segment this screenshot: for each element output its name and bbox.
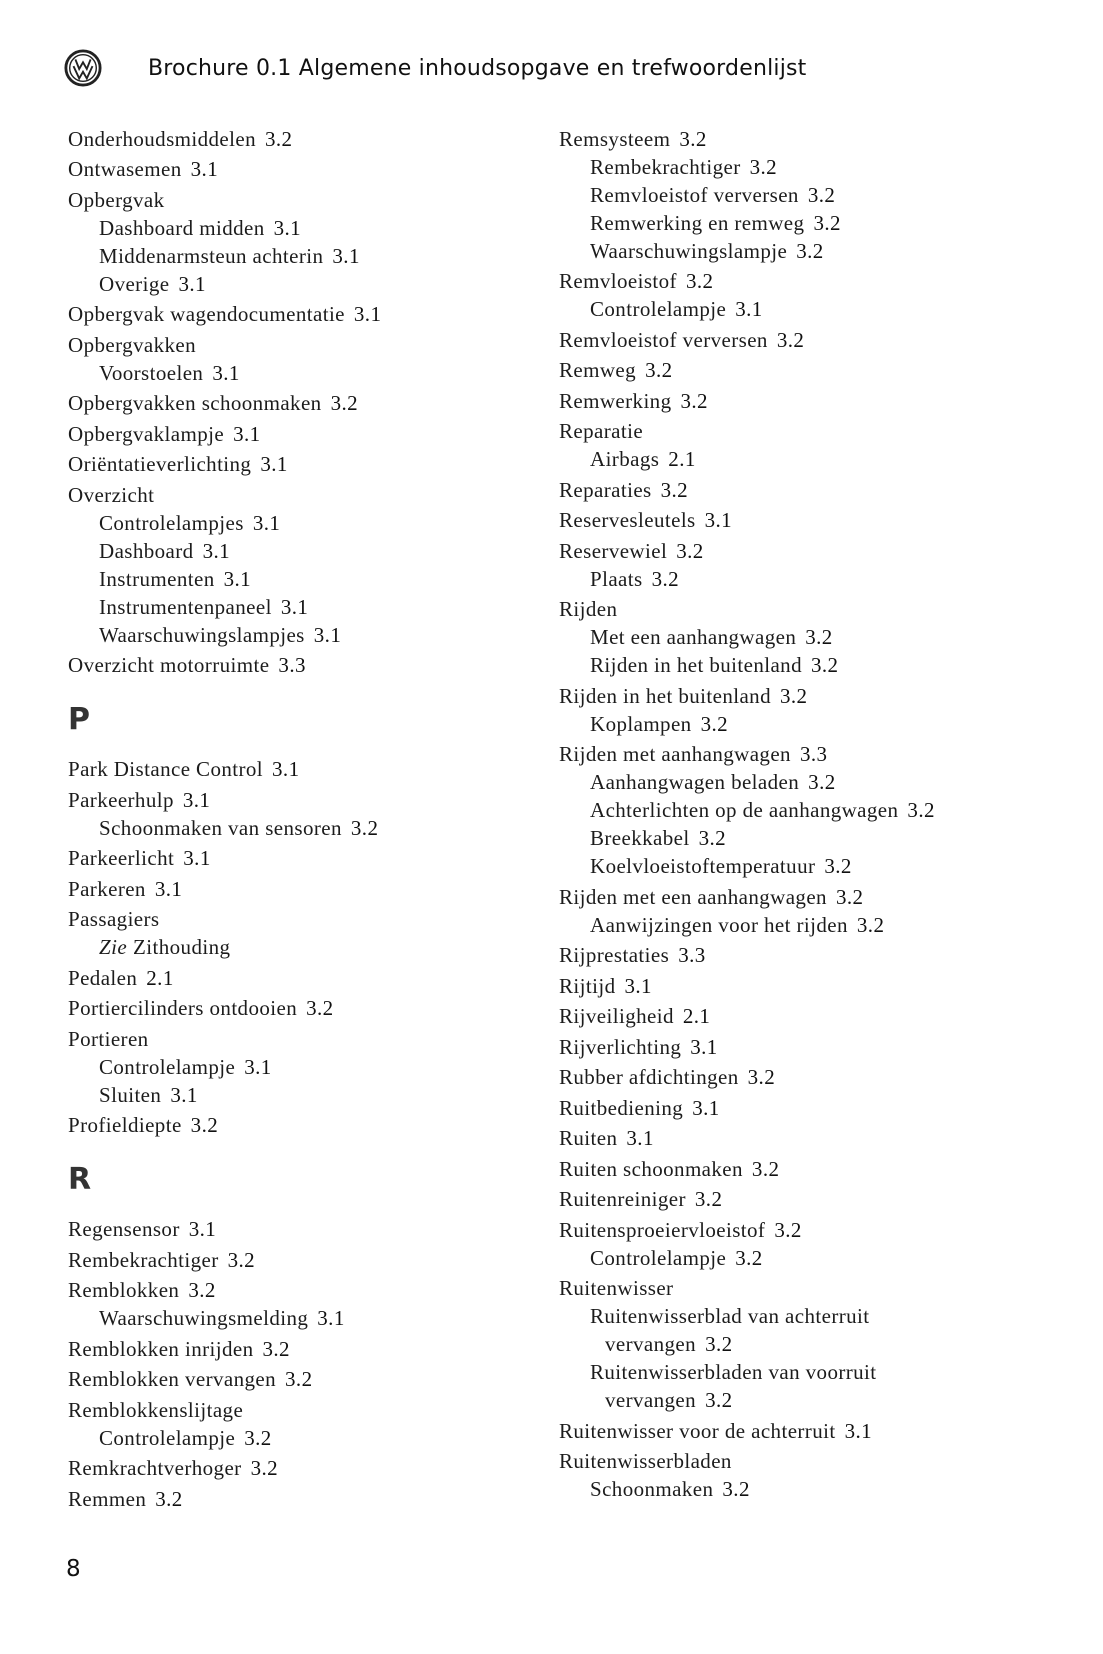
index-entry: [68, 1215, 538, 1243]
entry-term: Rijden in het buitenland: [590, 653, 802, 677]
index-entry: [559, 1274, 1079, 1302]
index-subentry: [559, 1244, 1079, 1272]
entry-term: Reparaties: [559, 477, 652, 502]
entry-term: Remsysteem: [559, 126, 671, 151]
index-entry: [559, 883, 1079, 911]
index-subentry: [559, 623, 1079, 651]
index-subentry: [559, 1330, 1079, 1358]
page-title: Brochure 0.1 Algemene inhoudsopgave en trefwoordenlijst: [148, 55, 807, 81]
entry-reference: 3.2: [265, 126, 293, 151]
entry-reference: 3.2: [796, 238, 824, 263]
entry-term: Remblokken vervangen: [68, 1367, 277, 1391]
index-subentry: [68, 814, 538, 842]
index-entry: [68, 1454, 538, 1482]
entry-term: Parkeerlicht: [68, 846, 175, 870]
index-entry: [559, 1063, 1079, 1091]
entry-reference: 3.1: [183, 846, 211, 870]
entry-term: Remwerking en remweg: [590, 210, 805, 235]
entry-reference: 3.2: [190, 1113, 219, 1137]
index-subentry: [68, 359, 538, 387]
entry-term: Remblokken inrijden: [68, 1336, 254, 1361]
index-subentry: [559, 209, 1079, 237]
entry-reference: 3.2: [700, 711, 729, 736]
index-subentry: [559, 1302, 1079, 1330]
index-entry: [68, 450, 538, 478]
index-entry: [68, 1485, 538, 1513]
index-entry: [559, 537, 1079, 565]
entry-reference: 3.1: [178, 271, 206, 296]
entry-term: Ruiten schoonmaken: [559, 1156, 743, 1181]
index-entry: [559, 125, 1079, 153]
index-entry: [559, 1002, 1079, 1030]
index-entry: [68, 186, 538, 214]
entry-reference: 3.1: [260, 452, 288, 476]
entry-reference: 3.1: [735, 297, 763, 321]
entry-term: Oriëntatieverlichting: [68, 452, 252, 476]
entry-term: Controlelampje: [590, 297, 727, 321]
entry-reference: 3.2: [856, 912, 885, 937]
entry-term: Rijden in het buitenland: [559, 683, 771, 708]
entry-term: Reservewiel: [559, 538, 668, 563]
index-entry: [559, 595, 1079, 623]
entry-term: Park Distance Control: [68, 757, 264, 781]
entry-reference: 3.2: [188, 1278, 216, 1302]
index-entry: [559, 476, 1079, 504]
index-entry: [559, 1417, 1079, 1445]
entry-reference: 3.1: [188, 1217, 217, 1241]
index-entry: [559, 387, 1079, 415]
entry-term: Plaats: [590, 566, 643, 591]
entry-term: Airbags: [590, 447, 660, 471]
entry-reference: 3.2: [808, 770, 836, 794]
entry-reference: 3.1: [273, 215, 302, 240]
entry-reference: 3.1: [212, 360, 240, 385]
index-entry: [68, 155, 538, 183]
entry-reference: 3.2: [813, 210, 841, 235]
vw-logo-icon: [64, 49, 102, 87]
entry-reference: 3.2: [774, 1217, 802, 1242]
index-subentry: [559, 181, 1079, 209]
index-subentry: [559, 295, 1079, 323]
index-subentry: [559, 768, 1079, 796]
entry-term: Ontwasemen: [68, 157, 182, 181]
entry-reference: 3.1: [244, 1054, 272, 1079]
entry-reference: 3.2: [651, 566, 680, 591]
entry-term: Ruiten: [559, 1126, 618, 1150]
entry-reference: 3.2: [694, 1187, 723, 1211]
entry-reference: 3.1: [280, 594, 309, 619]
entry-term: Rembekrachtiger: [590, 154, 741, 179]
entry-term: Ruitenwisser: [559, 1276, 674, 1300]
index-entry: [68, 844, 538, 872]
index-subentry: [559, 852, 1079, 880]
entry-reference: 3.2: [645, 358, 673, 382]
entry-reference: 3.2: [244, 1425, 272, 1450]
entry-term: Remblokken: [68, 1278, 180, 1302]
entry-term: Remblokkenslijtage: [68, 1397, 244, 1422]
entry-reference: 3.2: [779, 683, 808, 708]
entry-reference: 3.1: [626, 1126, 654, 1150]
index-entry: [68, 1365, 538, 1393]
index-subentry: [559, 796, 1079, 824]
entry-reference: 3.1: [223, 566, 252, 591]
index-column-left: [68, 122, 538, 1513]
entry-term: Middenarmsteun achterin: [99, 243, 324, 268]
entry-reference: 3.3: [799, 742, 828, 766]
index-subentry: [68, 214, 538, 242]
entry-term: Aanwijzingen voor het rijden: [590, 912, 848, 937]
entry-term: Rijden met een aanhangwagen: [559, 884, 827, 909]
index-entry: [68, 1025, 538, 1053]
index-subentry: [68, 593, 538, 621]
entry-reference: 3.1: [692, 1095, 720, 1120]
entry-term: Overzicht: [68, 482, 155, 507]
index-entry: [68, 964, 538, 992]
entry-term: Met een aanhangwagen: [590, 625, 797, 649]
entry-term: Remvloeistof verversen: [590, 182, 799, 207]
entry-reference: 3.1: [353, 302, 382, 326]
index-entry: [68, 994, 538, 1022]
entry-reference: 3.2: [285, 1367, 313, 1391]
entry-reference: 3.2: [250, 1456, 279, 1480]
index-entry: [68, 1396, 538, 1424]
entry-reference: 3.2: [705, 1332, 733, 1356]
entry-reference: 3.2: [679, 126, 707, 151]
entry-term: Breekkabel: [590, 826, 690, 850]
index-entry: [68, 755, 538, 783]
index-entry: [559, 1033, 1079, 1061]
index-entry: [559, 682, 1079, 710]
entry-term: Remweg: [559, 358, 637, 382]
entry-reference: 3.1: [233, 421, 261, 446]
entry-term: Remvloeistof verversen: [559, 327, 768, 352]
entry-term: Controlelampjes: [99, 510, 244, 535]
entry-term: Dashboard midden: [99, 215, 265, 240]
entry-term: Onderhoudsmiddelen: [68, 126, 256, 151]
index-entry: [559, 417, 1079, 445]
index-entry: [68, 481, 538, 509]
entry-term: Ruitenwisserbladen: [559, 1449, 732, 1473]
entry-term: Ruitbediening: [559, 1095, 684, 1120]
index-entry: [68, 331, 538, 359]
index-subentry: [68, 621, 538, 649]
entry-term: Dashboard: [99, 538, 194, 563]
entry-term: Schoonmaken: [590, 1477, 714, 1501]
entry-term: Parkeerhulp: [68, 787, 174, 812]
index-subentry: [559, 651, 1079, 679]
entry-reference: 3.1: [190, 157, 219, 181]
entry-term: Ruitenreiniger: [559, 1187, 686, 1211]
index-subentry: [559, 1358, 1079, 1386]
entry-term: Schoonmaken van sensoren: [99, 815, 342, 840]
entry-reference: 3.2: [805, 625, 833, 649]
index-entry: [68, 300, 538, 328]
entry-reference: 2.1: [682, 1004, 711, 1028]
entry-reference: 2.1: [146, 965, 174, 990]
index-subentry: [559, 911, 1079, 939]
index-subentry: [559, 824, 1079, 852]
entry-term: Aanhangwagen beladen: [590, 770, 800, 794]
entry-term: Rembekrachtiger: [68, 1247, 219, 1272]
entry-reference: 3.2: [824, 854, 852, 878]
index-subentry: [68, 1053, 538, 1081]
entry-reference: 3.2: [227, 1247, 256, 1272]
index-entry: [559, 356, 1079, 384]
index-entry: [559, 1447, 1079, 1475]
entry-term: Profieldiepte: [68, 1113, 182, 1137]
entry-term: Waarschuwingslampjes: [99, 622, 305, 647]
entry-reference: 3.2: [350, 815, 379, 840]
entry-reference: 3.1: [272, 757, 300, 781]
entry-reference: 3.2: [680, 388, 708, 413]
entry-reference: 3.2: [735, 1245, 763, 1270]
index-subentry: [559, 237, 1079, 265]
index-subentry: [68, 509, 538, 537]
entry-reference: 3.2: [155, 1486, 183, 1511]
entry-term: Pedalen: [68, 965, 138, 990]
page-header: [64, 48, 807, 88]
entry-term: Waarschuwingsmelding: [99, 1306, 309, 1330]
entry-term: Rijprestaties: [559, 943, 670, 967]
entry-term: Instrumenten: [99, 566, 215, 591]
entry-term: Koelvloeistoftemperatuur: [590, 854, 816, 878]
entry-term: Controlelampje: [99, 1054, 236, 1079]
index-entry: [68, 905, 538, 933]
entry-reference: 3.1: [844, 1418, 873, 1443]
entry-term: Opbergvakken schoonmaken: [68, 391, 322, 415]
entry-reference: 3.2: [907, 798, 935, 822]
entry-term: Achterlichten op de aanhangwagen: [590, 798, 899, 822]
entry-term: Ruitenwisserbladen van voorruit: [590, 1360, 877, 1384]
entry-term: Passagiers: [68, 907, 160, 931]
entry-term: Rijtijd: [559, 973, 616, 998]
entry-term: Koplampen: [590, 711, 692, 736]
entry-term: vervangen: [605, 1388, 697, 1412]
index-subentry: [68, 242, 538, 270]
index-entry: [68, 125, 538, 153]
entry-reference: 3.2: [835, 884, 864, 909]
entry-term: Remvloeistof: [559, 269, 677, 293]
entry-reference: 3.1: [704, 508, 733, 532]
index-subentry: [559, 153, 1079, 181]
entry-term: Ruitenwisserblad van achterruit: [590, 1304, 870, 1328]
index-entry: [559, 1155, 1079, 1183]
index-subentry: [68, 1424, 538, 1452]
index-subentry: [559, 565, 1079, 593]
index-subentry: [559, 445, 1079, 473]
entry-reference: 3.2: [660, 477, 689, 502]
index-entry: [559, 972, 1079, 1000]
entry-term: Portieren: [68, 1026, 149, 1051]
entry-reference: 3.1: [202, 538, 231, 563]
index-subentry: [559, 1386, 1079, 1414]
entry-reference: 3.2: [698, 826, 727, 850]
entry-reference: 3.1: [313, 622, 342, 647]
entry-term: Reparatie: [559, 419, 644, 443]
index-entry: [68, 651, 538, 679]
entry-reference: 3.1: [252, 510, 281, 535]
index-entry: [559, 267, 1079, 295]
index-entry: [559, 740, 1079, 768]
index-entry: [68, 786, 538, 814]
entry-term: vervangen: [605, 1332, 697, 1356]
entry-reference: 3.3: [278, 653, 306, 677]
entry-term: Rijden met aanhangwagen: [559, 742, 791, 766]
index-entry: [68, 1111, 538, 1139]
entry-reference: 3.2: [810, 653, 839, 677]
entry-term: Ruitenwisser voor de achterruit: [559, 1418, 836, 1443]
section-letter: R: [68, 1162, 92, 1197]
index-entry: [559, 1124, 1079, 1152]
index-subentry: [68, 270, 538, 298]
index-entry: [68, 1335, 538, 1363]
entry-reference: 3.2: [747, 1065, 776, 1089]
section-letter: P: [68, 702, 91, 737]
index-entry: [68, 875, 538, 903]
entry-term: Parkeren: [68, 876, 146, 901]
entry-term: Overzicht motorruimte: [68, 653, 270, 677]
index-entry: [68, 1276, 538, 1304]
index-subentry: [68, 1304, 538, 1332]
entry-term: Voorstoelen: [99, 360, 204, 385]
entry-reference: 3.2: [722, 1477, 750, 1501]
index-entry: [559, 506, 1079, 534]
index-entry: [68, 1246, 538, 1274]
entry-reference: 3.1: [624, 973, 652, 998]
entry-term: Opbergvaklampje: [68, 421, 225, 446]
index-entry: [559, 1216, 1079, 1244]
entry-term: Rijden: [559, 597, 618, 621]
entry-term: Sluiten: [99, 1082, 162, 1107]
entry-reference: 3.2: [685, 269, 714, 293]
index-entry: [559, 1185, 1079, 1213]
entry-reference: 3.2: [705, 1388, 733, 1412]
entry-term: Remmen: [68, 1486, 147, 1511]
see-reference-label: Zie: [99, 935, 128, 959]
entry-term: Remkrachtverhoger: [68, 1456, 242, 1480]
entry-reference: 3.2: [749, 154, 778, 179]
entry-term: Remwerking: [559, 388, 672, 413]
entry-reference: 3.1: [690, 1034, 718, 1059]
entry-term: Rijverlichting: [559, 1034, 682, 1059]
entry-term: Waarschuwingslampje: [590, 238, 788, 263]
index-entry: [68, 420, 538, 448]
entry-term: Opbergvak: [68, 187, 165, 212]
index-column-right: [559, 122, 1079, 1503]
index-entry: [559, 941, 1079, 969]
entry-term: Ruitensproeiervloeistof: [559, 1217, 766, 1242]
page-number: 8: [66, 1556, 81, 1582]
index-subentry: [68, 537, 538, 565]
index-entry: [559, 326, 1079, 354]
entry-reference: 3.2: [751, 1156, 780, 1181]
entry-reference: 3.2: [306, 996, 334, 1020]
index-subentry: [68, 565, 538, 593]
entry-term: Controlelampje: [99, 1425, 236, 1450]
entry-reference: 3.1: [154, 876, 183, 901]
entry-term: Instrumentenpaneel: [99, 594, 272, 619]
entry-term: Reservesleutels: [559, 508, 696, 532]
entry-term: Opbergvak wagendocumentatie: [68, 302, 345, 326]
entry-reference: 3.2: [676, 538, 704, 563]
entry-term: Rijveiligheid: [559, 1004, 674, 1028]
entry-term: Opbergvakken: [68, 332, 197, 357]
entry-reference: 3.2: [330, 391, 359, 415]
index-subentry: [68, 1081, 538, 1109]
entry-term: Overige: [99, 271, 170, 296]
entry-reference: 3.1: [317, 1306, 345, 1330]
entry-reference: 3.1: [170, 1082, 198, 1107]
entry-term: Controlelampje: [590, 1245, 727, 1270]
index-entry: [559, 1094, 1079, 1122]
entry-reference: 2.1: [668, 447, 696, 471]
entry-reference: 3.2: [262, 1336, 290, 1361]
entry-reference: 3.3: [678, 943, 706, 967]
entry-term: Zithouding: [133, 935, 231, 959]
entry-term: Regensensor: [68, 1217, 180, 1241]
entry-reference: 3.1: [182, 787, 211, 812]
entry-reference: 3.1: [332, 243, 360, 268]
entry-reference: 3.2: [807, 182, 836, 207]
entry-term: Rubber afdichtingen: [559, 1065, 739, 1089]
index-subentry: [68, 933, 538, 961]
index-entry: [68, 389, 538, 417]
entry-term: Portiercilinders ontdooien: [68, 996, 298, 1020]
entry-reference: 3.2: [776, 327, 805, 352]
index-subentry: [559, 1475, 1079, 1503]
index-subentry: [559, 710, 1079, 738]
